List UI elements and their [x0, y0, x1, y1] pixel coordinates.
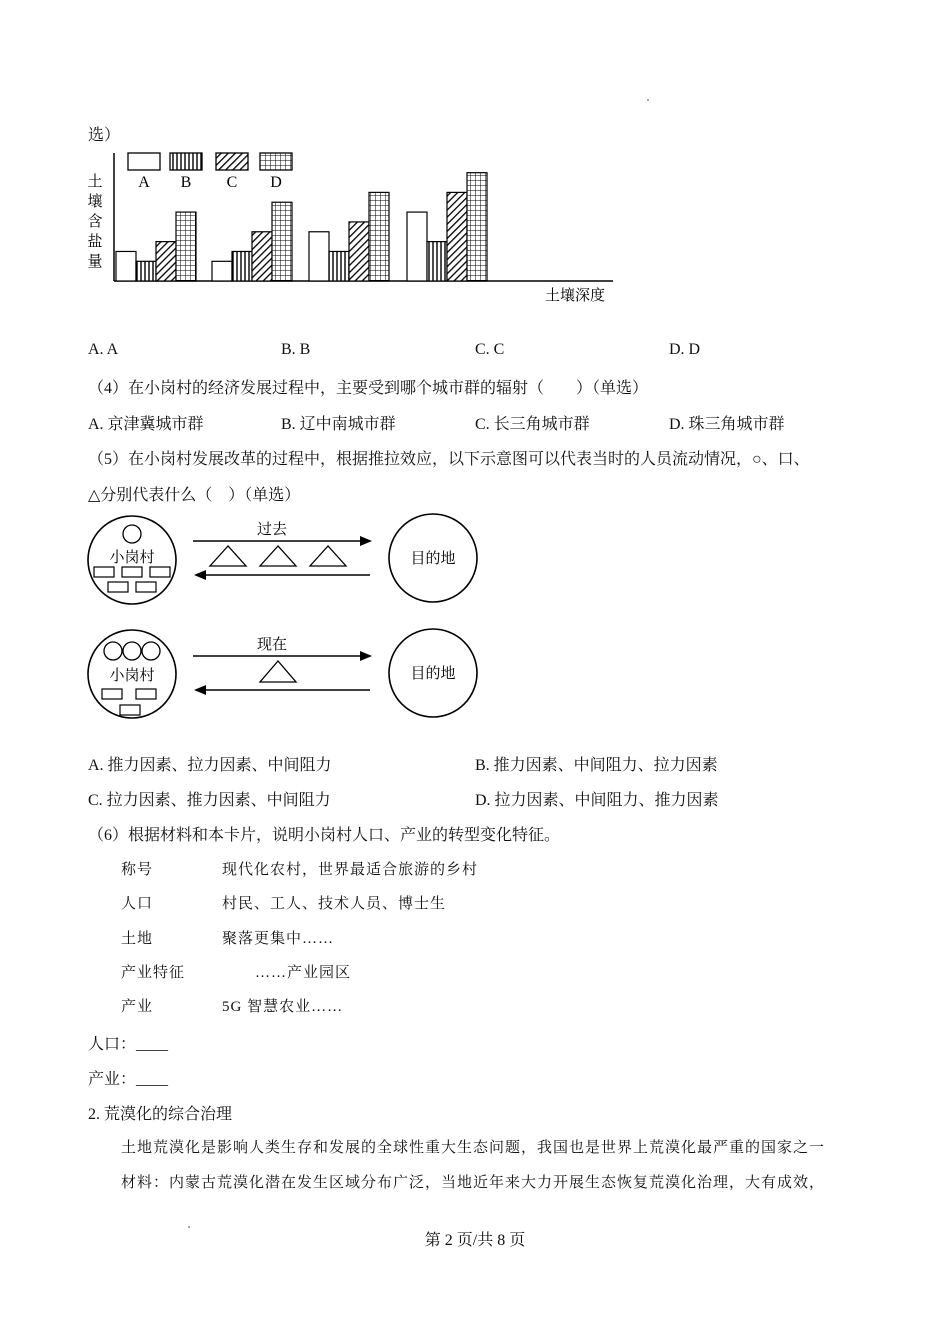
bar-c-group-1: [156, 242, 176, 281]
bar-d-group-3: [369, 192, 389, 281]
card-key-land: 土地: [121, 931, 154, 947]
card-value-industry: 5G 智慧农业……: [222, 999, 344, 1015]
now-arrow-left: [194, 685, 370, 695]
now-village: [88, 630, 176, 718]
bar-b-group-1: [136, 261, 156, 281]
q5-option-b[interactable]: B. 推力因素、中间阻力、拉力因素: [475, 757, 718, 774]
now-destination: [389, 629, 477, 717]
legend-swatch-a: [128, 153, 160, 170]
y-label-char-1: 土: [87, 172, 103, 190]
x-axis-label: 土壤深度: [544, 286, 606, 304]
card-value-population: 村民、工人、技术人员、博士生: [222, 896, 447, 912]
card-key-industry-feature: 产业特征: [121, 965, 186, 981]
bar-c-group-4: [447, 192, 467, 281]
answer-population[interactable]: 人口：____: [88, 1036, 169, 1053]
question-5-stem-line2: △分别代表什么（ ）（单选）: [88, 487, 301, 504]
bar-d-group-1: [176, 212, 196, 281]
y-label-char-4: 盐: [87, 232, 103, 250]
question-4-stem: （4）在小岗村的经济发展过程中，主要受到哪个城市群的辐射（ ）（单选）: [88, 380, 649, 397]
bar-d-group-2: [272, 202, 292, 281]
obstacle-triangle: [210, 546, 246, 566]
question-5-stem-line1: （5）在小岗村发展改革的过程中，根据推拉效应，以下示意图可以代表当时的人员流动情况，○、口、: [88, 451, 810, 468]
card-key-population: 人口: [121, 896, 154, 912]
legend-label-a: A: [138, 174, 150, 191]
now-village-label: 小岗村: [109, 666, 155, 684]
legend-swatch-c: [216, 153, 248, 170]
bar-b-group-2: [232, 251, 252, 281]
q4-option-d[interactable]: D. 珠三角城市群: [669, 416, 785, 433]
page-footer: 第 2 页/共 8 页: [424, 1232, 526, 1249]
print-dot: [647, 99, 649, 101]
y-label-char-2: 壤: [87, 192, 103, 210]
bar-b-group-4: [427, 242, 447, 281]
bar-a-group-4: [407, 212, 427, 281]
answer-industry[interactable]: 产业：____: [88, 1071, 169, 1088]
y-axis-label: [87, 172, 102, 270]
past-village: [88, 516, 176, 604]
legend-label-c: C: [226, 174, 238, 191]
bar-a-group-3: [309, 232, 329, 281]
past-destination: [389, 514, 477, 602]
card-key-industry: 产业: [121, 999, 154, 1015]
section-2-title: 2. 荒漠化的综合治理: [88, 1106, 233, 1123]
obstacle-triangle: [310, 546, 346, 566]
card-value-land: 聚落更集中……: [222, 931, 335, 947]
bar-d-group-4: [467, 173, 487, 281]
y-label-char-5: 量: [87, 252, 103, 270]
push-pull-diagram: [80, 508, 500, 726]
y-label-char-3: 含: [87, 212, 103, 230]
option-a[interactable]: A. A: [88, 341, 119, 358]
q4-option-b[interactable]: B. 辽中南城市群: [281, 416, 396, 433]
bar-b-group-3: [329, 251, 349, 281]
legend-label-b: B: [180, 174, 192, 191]
bar-a-group-2: [212, 261, 232, 281]
q4-option-c[interactable]: C. 长三角城市群: [475, 416, 590, 433]
past-village-label: 小岗村: [109, 548, 155, 566]
past-destination-label: 目的地: [410, 549, 456, 567]
section-2-paragraph-1: 土地荒漠化是影响人类生存和发展的全球性重大生态问题，我国也是世界上荒漠化最严重的国家之一: [121, 1140, 826, 1156]
q5-option-c[interactable]: C. 拉力因素、推力因素、中间阻力: [88, 792, 331, 809]
obstacle-triangle: [260, 546, 296, 566]
q4-option-a[interactable]: A. 京津冀城市群: [88, 416, 204, 433]
now-destination-label: 目的地: [410, 664, 456, 682]
bar-c-group-3: [349, 222, 369, 281]
obstacle-triangle: [260, 661, 296, 682]
bar-c-group-2: [252, 232, 272, 281]
legend-swatch-b: [170, 153, 202, 170]
past-label: 过去: [256, 520, 288, 538]
now-label: 现在: [256, 635, 288, 653]
q5-option-a[interactable]: A. 推力因素、拉力因素、中间阻力: [88, 757, 332, 774]
card-value-industry-feature: ……产业园区: [255, 965, 352, 981]
section-2-paragraph-2: 材料：内蒙古荒漠化潜在发生区域分布广泛，当地近年来大力开展生态恢复荒漠化治理，大有成效，: [121, 1175, 826, 1191]
bar-a-group-1: [116, 251, 136, 281]
q5-option-d[interactable]: D. 拉力因素、中间阻力、推力因素: [475, 792, 719, 809]
question-6-stem: （6）根据材料和本卡片，说明小岗村人口、产业的转型变化特征。: [88, 827, 561, 844]
option-c[interactable]: C. C: [475, 341, 505, 358]
legend-swatch-d: [260, 153, 292, 170]
option-b[interactable]: B. B: [281, 341, 311, 358]
salt-content-chart: [80, 145, 640, 315]
option-d[interactable]: D. D: [669, 341, 701, 358]
legend-label-d: D: [270, 174, 282, 191]
past-arrow-left: [194, 570, 370, 580]
card-key-title: 称号: [121, 862, 154, 878]
card-value-title: 现代化农村，世界最适合旅游的乡村: [222, 862, 479, 878]
question-3-tail: 选）: [88, 127, 121, 144]
